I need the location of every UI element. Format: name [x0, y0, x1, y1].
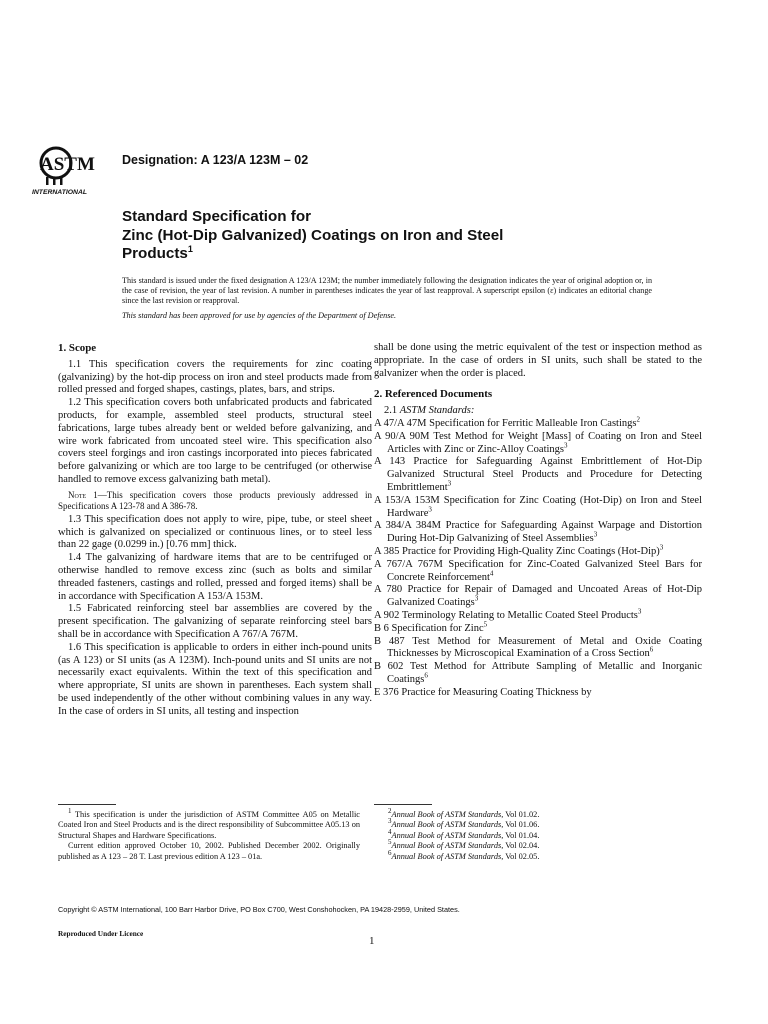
- note-label: Note: [68, 489, 87, 500]
- paragraph-1-4: 1.4 The galvanizing of hardware items that are to be centrifuged or otherwise handled to remove excess zinc (such as bolts and similar threaded fasteners, castings and rolled, pressed and forged items) shall be in accordance with Specification A 153/A 153M.: [58, 552, 372, 602]
- reference-item: [374, 495, 702, 521]
- reference-item: [374, 559, 702, 585]
- footnotes-left: [58, 807, 360, 862]
- footnote-mark: 1: [68, 807, 72, 816]
- paragraph-1-6: 1.6 This specification is applicable to orders in either inch-pound units (as A 123) or SI units (as A 123M). Inch-pound units and SI units are not necessarily exact equivalents. Within the text of this specification and where appropriate, SI units are shown in parentheses. Each system shall be used independently of the other without combining values in any way. In the case of orders in SI units, all testing and inspection: [58, 641, 372, 717]
- footnote-6: [388, 848, 688, 862]
- reference-text: A 385 Practice for Providing High-Quality Zinc Coatings (Hot-Dip): [374, 545, 660, 557]
- astm-logo: [32, 143, 112, 195]
- licence-line: Reproduced Under Licence: [58, 929, 144, 938]
- footnote-mark: 2: [388, 807, 392, 816]
- section-heading-referenced-documents: 2. Referenced Documents: [374, 388, 493, 401]
- reference-text: A 384/A 384M Practice for Safeguarding Against Warpage and Distortion During Hot-Dip Galvanizing of Steel Assemblies: [374, 520, 702, 545]
- reference-list: [374, 415, 702, 700]
- reference-text: A 143 Practice for Safeguarding Against Embrittlement of Hot-Dip Galvanized Structural Steel Products and Procedure for Detecting Embrittlement: [374, 456, 702, 493]
- footnote-1-edition: [58, 841, 360, 862]
- reference-item: [374, 543, 702, 559]
- footnote-book-title: Annual Book of ASTM Standards: [391, 820, 502, 830]
- paragraph-1-6-continued: shall be done using the metric equivalent of the test or inspection method as appropriate. In the case of orders in SI units, such shall be stated to the galvanizer when the order is placed.: [374, 342, 702, 379]
- issue-note: This standard is issued under the fixed designation A 123/A 123M; the number immediately following the designation indicates the year of original adoption or, in the case of revision, the year of last revision. A number in parentheses indicates the year of last reapproval. A superscript epsilon (ε) indicates an editorial change since the last revision or reapproval.: [122, 276, 652, 306]
- logo-letters: ASTM: [40, 154, 95, 175]
- reference-text: B 602 Test Method for Attribute Sampling of Metallic and Inorganic Coatings: [374, 661, 702, 685]
- footnote-volume: , Vol 01.02.: [501, 810, 540, 819]
- reference-item: [374, 607, 702, 623]
- subsection-number: 2.1: [384, 405, 400, 417]
- footnote-volume: , Vol 01.06.: [501, 820, 540, 830]
- subsection-label: ASTM Standards:: [399, 405, 475, 417]
- page-number: 1: [369, 935, 375, 947]
- logo-international: INTERNATIONAL: [32, 189, 87, 195]
- reference-item: [374, 520, 702, 546]
- reference-footnote-mark: 3: [564, 441, 568, 450]
- footnote-book-title: Annual Book of ASTM Standards: [391, 830, 502, 840]
- left-column: [58, 342, 372, 719]
- reference-footnote-mark: 5: [483, 620, 488, 629]
- right-column: [374, 342, 702, 700]
- reference-item: [374, 415, 702, 431]
- reference-footnote-mark: 2: [636, 415, 640, 424]
- reference-text: B 487 Test Method for Measurement of Metal and Oxide Coating Thicknesses by Microscopical Examination of a Cross Section: [374, 635, 702, 660]
- title-footnote-mark: 1: [187, 243, 193, 254]
- reference-footnote-mark: 3: [637, 607, 642, 616]
- reference-item: [374, 661, 702, 687]
- footnote-1: [58, 807, 360, 841]
- reference-text: A 780 Practice for Repair of Damaged and Uncoated Areas of Hot-Dip Galvanized Coatings: [374, 584, 702, 609]
- reference-footnote-mark: 6: [649, 645, 654, 654]
- reference-footnote-mark: 6: [424, 671, 428, 680]
- document-title: [122, 208, 682, 264]
- footnote-book-title: Annual Book of ASTM Standards: [391, 851, 502, 861]
- title-line-1: Standard Specification for: [122, 208, 312, 225]
- footnote-mark: 3: [388, 817, 392, 826]
- reference-item: [374, 620, 702, 636]
- paragraph-1-3: 1.3 This specification does not apply to wire, pipe, tube, or steel sheet which is galvanized on specialized or continuous lines, or to steel less than 22 gage (0.0299 in.) [0.76 mm] thick.: [58, 513, 372, 551]
- reference-footnote-mark: 4: [489, 569, 494, 578]
- designation: Designation: A 123/A 123M – 02: [122, 153, 309, 167]
- footnote-mark: 6: [388, 848, 392, 857]
- paragraph-1-1: 1.1 This specification covers the requirements for zinc coating (galvanizing) by the hot-dip process on iron and steel products made from rolled pressed and forged shapes, castings, plates, bars, and strips.: [58, 358, 372, 396]
- footnote-5: [388, 838, 688, 851]
- reference-text: A 767/A 767M Specification for Zinc-Coated Galvanized Steel Bars for Concrete Reinforcement: [374, 558, 702, 583]
- reference-footnote-mark: 3: [659, 543, 664, 552]
- subsection-2-1: [384, 405, 702, 418]
- footnote-volume: , Vol 02.04.: [501, 841, 540, 851]
- reference-text: E 376 Practice for Measuring Coating Thickness by: [374, 686, 592, 698]
- title-line-2: Zinc (Hot-Dip Galvanized) Coatings on Iron and Steel: [122, 226, 504, 244]
- paragraph-1-5: 1.5 Fabricated reinforcing steel bar assemblies are covered by the present specification. The galvanizing of separate reinforcing steel bars shall be in accordance with Specification A 767/A 767M.: [58, 603, 372, 640]
- reference-text: A 90/A 90M Test Method for Weight [Mass] of Coating on Iron and Steel Articles with Zinc or Zinc-Alloy Coatings: [374, 430, 702, 455]
- section-heading-scope: 1. Scope: [58, 342, 97, 354]
- approval-note: This standard has been approved for use by agencies of the Department of Defense.: [122, 311, 397, 320]
- reference-item: [374, 584, 702, 610]
- reference-footnote-mark: 3: [474, 594, 479, 603]
- reference-text: B 6 Specification for Zinc: [374, 622, 484, 634]
- footnote-book-title: Annual Book of ASTM Standards: [391, 841, 502, 851]
- footnote-rule-right: [374, 804, 432, 805]
- reference-item: [374, 687, 702, 700]
- footnote-rule-left: [58, 804, 116, 805]
- footnote-volume: , Vol 01.04.: [501, 830, 540, 840]
- reference-footnote-mark: 3: [447, 479, 452, 488]
- copyright-line: Copyright © ASTM International, 100 Barr Harbor Drive, PO Box C700, West Conshohocken, PA 19428-2959, United States.: [58, 905, 460, 914]
- footnote-mark: 4: [388, 828, 392, 837]
- footnote-book-title: Annual Book of ASTM Standards: [391, 810, 502, 819]
- note-text: 1—This specification covers those products previously addressed in Specifications A 123-78 and A 386-78.: [58, 489, 372, 511]
- reference-footnote-mark: 3: [428, 505, 432, 514]
- footnote-text: Current edition approved October 10, 2002. Published December 2002. Originally published as A 123 – 28 T. Last previous edition A 123 – 01a.: [58, 841, 360, 861]
- reference-item: [374, 431, 702, 457]
- reference-item: [374, 636, 702, 662]
- footnote-2: [388, 807, 688, 820]
- reference-text: A 47/A 47M Specification for Ferritic Malleable Iron Castings: [374, 417, 637, 429]
- footnotes-right: [388, 807, 688, 862]
- footnote-3: [388, 817, 688, 830]
- reference-footnote-mark: 3: [593, 530, 598, 539]
- footnote-mark: 5: [388, 838, 392, 847]
- title-line-3: Products: [122, 245, 188, 262]
- reference-text: A 902 Terminology Relating to Metallic Coated Steel Products: [374, 609, 638, 621]
- reference-text: A 153/A 153M Specification for Zinc Coating (Hot-Dip) on Iron and Steel Hardware: [374, 494, 702, 519]
- reference-item: [374, 456, 702, 494]
- paragraph-1-2: 1.2 This specification covers both unfabricated products and fabricated products, for example, assembled steel products, structural steel fabrications, large tubes already bent or welded before galvanizing, and wire work fabricated from uncoated steel wire. This specification also covers steel forgings and iron castings incorporated into pieces fabricated before galvanizing or which are too large to be centrifuged (or otherwise handled to remove excess galvanizing bath metal).: [58, 397, 372, 485]
- note-1: [58, 490, 372, 512]
- footnote-volume: , Vol 02.05.: [501, 851, 540, 861]
- footnote-4: [388, 828, 688, 841]
- footnote-text: This specification is under the jurisdiction of ASTM Committee A05 on Metallic Coated Iron and Steel Products and is the direct responsibility of Subcommittee A05.13 on Structural Shapes and Hardware Specifications.: [58, 810, 360, 840]
